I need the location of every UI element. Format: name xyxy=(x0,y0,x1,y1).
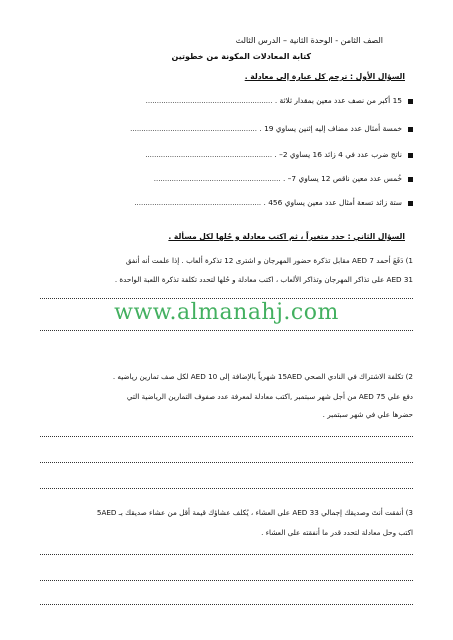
answer-line[interactable] xyxy=(40,330,413,331)
q1-item-text: خُمس عدد معين ناقص 12 يساوي 7– . xyxy=(282,174,402,183)
problem-2-line-3: حضرها علي في شهر سبتمبر . xyxy=(322,410,413,419)
q1-item-text: ناتج ضرب عدد في 4 زائد 16 يساوي 2– . xyxy=(274,150,402,159)
problem-2-line-1: 2) تكلفة الاشتراك في النادي الصحي 15AED شهرياً بالإضافة إلى 10 AED لكل صف تمارين رياضيه . xyxy=(112,372,413,381)
watermark: www.almanahj.com xyxy=(114,300,339,325)
answer-line[interactable] xyxy=(40,580,413,581)
problem-3-line-2: اكتب وحل معادلة لتحدد قدر ما أنفقته على العشاء . xyxy=(261,528,413,537)
answer-dots: ......................................................... xyxy=(153,175,281,183)
answer-dots: ......................................................... xyxy=(145,151,273,159)
problem-1-line-2: 31 AED على تذاكر المهرجان وتذاكر الألعاب ، اكتب معادلة و حُلها لتحدد تكلفة تذكرة اللعبة الواحدة . xyxy=(114,275,413,284)
bullet-icon xyxy=(408,177,413,182)
worksheet-title: كتابة المعادلات المكونة من خطوتين xyxy=(171,52,311,61)
problem-1-line-1: 1) دَفَعَ أحمد 7 AED مقابل تذكرة حضور المهرجان و اشترى 12 تذكرة ألعاب . إذا علمت أنه أنفق xyxy=(125,256,413,265)
bullet-icon xyxy=(408,201,413,206)
lesson-header: الصف الثامن - الوحدة الثانية – الدرس الثالث xyxy=(235,36,383,45)
q1-item-2 xyxy=(130,124,413,133)
answer-dots: ......................................................... xyxy=(145,97,273,105)
q1-item-1 xyxy=(146,96,413,105)
bullet-icon xyxy=(408,127,413,132)
answer-line[interactable] xyxy=(40,488,413,489)
answer-dots: ......................................................... xyxy=(134,199,262,207)
q1-item-3 xyxy=(145,150,413,159)
answer-line[interactable] xyxy=(40,462,413,463)
answer-line[interactable] xyxy=(40,298,413,299)
answer-line[interactable] xyxy=(40,436,413,437)
q1-item-4 xyxy=(154,174,413,183)
question-1-heading: السؤال الأول : ترجم كل عبارة إلى معادلة . xyxy=(244,72,405,81)
bullet-icon xyxy=(408,153,413,158)
answer-line[interactable] xyxy=(40,554,413,555)
q1-item-5 xyxy=(134,198,413,207)
answer-line[interactable] xyxy=(40,604,413,605)
problem-2-line-2: دفع علي 75 AED من أجل شهر سبتمبر ,اكتب معادلة لمعرفة عدد صفوف التمارين الرياضية التي xyxy=(126,392,413,401)
answer-dots: ......................................................... xyxy=(130,125,257,133)
problem-3-line-1: 3) أنفقت أنتَ وصديقك إجمالي 33 AED على العشاء ، يُكلف عشاؤك قيمة أقل من عشاء صديقك بـ 5AED xyxy=(96,508,413,517)
q1-item-text: خمسة أمثال عدد مضاف إليه إثنين يساوي 19 . xyxy=(259,124,402,133)
question-2-heading: السؤال الثاني : حدد متغيراً ، ثم اكتب معادلة و حُلها لكل مسألة . xyxy=(168,232,405,241)
q1-item-text: 15 أكبر من نصف عدد معين بمقدار ثلاثة . xyxy=(274,96,402,105)
q1-item-text: ستة زائد تسعة أمثال عدد معين يساوي 456 . xyxy=(263,198,402,207)
bullet-icon xyxy=(408,99,413,104)
